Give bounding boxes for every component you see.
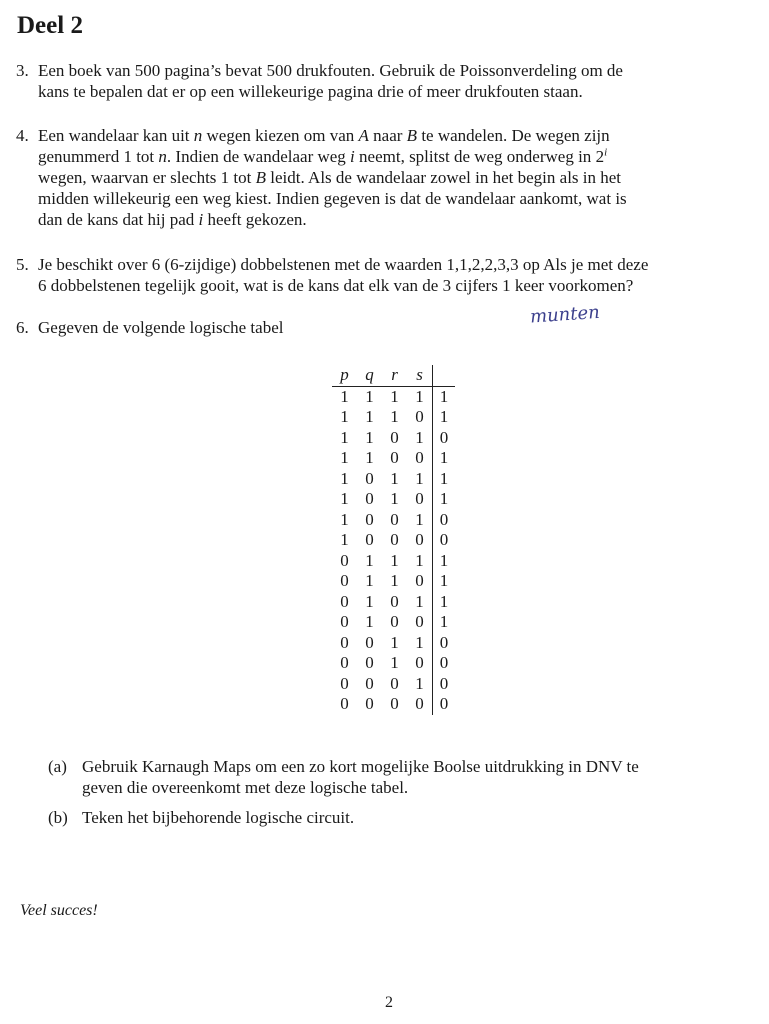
question-5 [16,254,756,296]
input-cell: 0 [390,612,399,632]
question-line: Een boek van 500 pagina’s bevat 500 drukfouten. Gebruik de Poissonverdeling om de [38,61,623,80]
input-cell: 1 [390,489,399,509]
input-cell: 1 [340,448,349,468]
input-cell: 0 [390,509,399,529]
input-cell: 0 [365,694,374,714]
output-cell: 0 [433,428,456,449]
truth-table [332,365,455,715]
output-cell: 0 [433,694,456,715]
input-cell: 1 [415,673,424,693]
table-row [332,674,455,695]
input-cell: 1 [365,427,374,447]
input-cell: 1 [415,591,424,611]
question-number: 3. [16,61,29,80]
table-row [332,633,455,654]
column-header: s [407,365,433,386]
table-row [332,407,455,428]
input-cell: 0 [415,530,424,550]
table-row [332,428,455,449]
column-header: r [382,365,407,386]
input-cell: 1 [340,489,349,509]
table-row [332,551,455,572]
table-row [332,489,455,510]
output-cell: 1 [433,407,456,428]
input-cell: 1 [365,612,374,632]
input-cell: 1 [340,407,349,427]
table-row [332,510,455,531]
input-cell: 1 [340,427,349,447]
input-cell: 1 [390,571,399,591]
input-cell: 0 [390,448,399,468]
question-line: genummerd 1 tot n. Indien de wandelaar weg i neemt, splitst de weg onderweg in 2$^i$ [38,146,608,166]
input-cell: 0 [390,694,399,714]
table-row [332,469,455,490]
output-cell: 1 [433,592,456,613]
subquestion-line: Gebruik Karnaugh Maps om een zo kort mogelijke Boolse uitdrukking in DNV te [82,757,639,776]
table-row [332,530,455,551]
subquestion-b [48,807,758,828]
input-cell: 0 [365,673,374,693]
output-cell: 0 [433,510,456,531]
input-cell: 1 [390,550,399,570]
question-line: Gegeven de volgende logische tabel [38,318,284,337]
output-cell: 1 [433,469,456,490]
input-cell: 1 [390,407,399,427]
question-line: wegen, waarvan er slechts 1 tot B leidt. Als de wandelaar zowel in het begin als in het [38,168,622,187]
table-row [332,592,455,613]
section-heading: Deel 2 [17,12,83,39]
output-cell: 1 [433,386,456,407]
question-line: 6 dobbelstenen tegelijk gooit, wat is de kans dat elk van de 3 cijfers 1 keer voorkomen? [38,276,634,295]
column-header: p [332,365,357,386]
input-cell: 0 [415,571,424,591]
input-cell: 0 [340,571,349,591]
input-cell: 1 [340,530,349,550]
handwritten-text: munten [529,301,601,328]
input-cell: 0 [415,694,424,714]
input-cell: 0 [340,673,349,693]
input-cell: 1 [390,632,399,652]
question-4 [16,125,756,230]
input-cell: 1 [390,653,399,673]
input-cell: 0 [390,591,399,611]
table-row [332,571,455,592]
closing-text: Veel succes! [20,902,98,919]
table-row [332,612,455,633]
table-header-row [332,365,455,386]
input-cell: 0 [365,489,374,509]
input-cell: 0 [340,694,349,714]
input-cell: 0 [340,632,349,652]
input-cell: 1 [340,509,349,529]
input-cell: 1 [415,632,424,652]
input-cell: 0 [365,653,374,673]
input-cell: 1 [415,427,424,447]
output-cell: 1 [433,448,456,469]
input-cell: 1 [365,407,374,427]
input-cell: 0 [365,530,374,550]
question-line: dan de kans dat hij pad i heeft gekozen. [38,210,307,229]
question-6 [16,317,756,338]
input-cell: 1 [340,468,349,488]
input-cell: 0 [340,591,349,611]
output-cell: 0 [433,653,456,674]
input-cell: 0 [415,407,424,427]
output-cell: 0 [433,530,456,551]
input-cell: 1 [390,386,399,406]
question-line: kans te bepalen dat er op een willekeurige pagina drie of meer drukfouten staan. [38,82,583,101]
input-cell: 0 [365,509,374,529]
subquestion-line: Teken het bijbehorende logische circuit. [82,808,355,827]
output-cell: 0 [433,674,456,695]
input-cell: 0 [340,653,349,673]
input-cell: 0 [365,632,374,652]
input-cell: 1 [415,550,424,570]
subquestion-label: (b) [48,808,68,827]
input-cell: 0 [340,612,349,632]
output-cell: 1 [433,489,456,510]
question-line: Je beschikt over 6 (6-zijdige) dobbelstenen met de waarden 1,1,2,2,3,3 op Als je met deze [38,255,649,274]
question-line: midden willekeurig een weg kiest. Indien gegeven is dat de wandelaar aankomt, wat is [38,189,627,208]
question-number: 6. [16,318,29,337]
input-cell: 1 [365,386,374,406]
page-number: 2 [385,994,393,1011]
input-cell: 0 [415,448,424,468]
column-header: q [357,365,382,386]
output-cell: 1 [433,571,456,592]
input-cell: 0 [415,653,424,673]
input-cell: 1 [365,591,374,611]
column-header [433,365,456,386]
output-cell: 1 [433,551,456,572]
input-cell: 0 [390,673,399,693]
output-cell: 0 [433,633,456,654]
input-cell: 1 [340,386,349,406]
input-cell: 1 [365,571,374,591]
table-row [332,653,455,674]
table-row [332,694,455,715]
input-cell: 0 [340,550,349,570]
question-number: 4. [16,126,29,145]
input-cell: 1 [365,550,374,570]
table-body [332,386,455,715]
question-number: 5. [16,255,29,274]
table-row [332,448,455,469]
input-cell: 0 [390,530,399,550]
input-cell: 1 [390,468,399,488]
input-cell: 1 [365,448,374,468]
question-line: Een wandelaar kan uit n wegen kiezen om van A naar B te wandelen. De wegen zijn [38,126,610,145]
input-cell: 1 [415,468,424,488]
input-cell: 0 [390,427,399,447]
input-cell: 1 [415,386,424,406]
handwritten-annotation [528,300,610,330]
input-cell: 0 [365,468,374,488]
subquestion-label: (a) [48,757,67,776]
subquestion-line: geven die overeenkomt met deze logische tabel. [82,778,409,797]
input-cell: 0 [415,489,424,509]
output-cell: 1 [433,612,456,633]
subquestion-a [48,756,758,798]
question-3 [16,60,756,102]
input-cell: 1 [415,509,424,529]
table-row [332,386,455,407]
input-cell: 0 [415,612,424,632]
